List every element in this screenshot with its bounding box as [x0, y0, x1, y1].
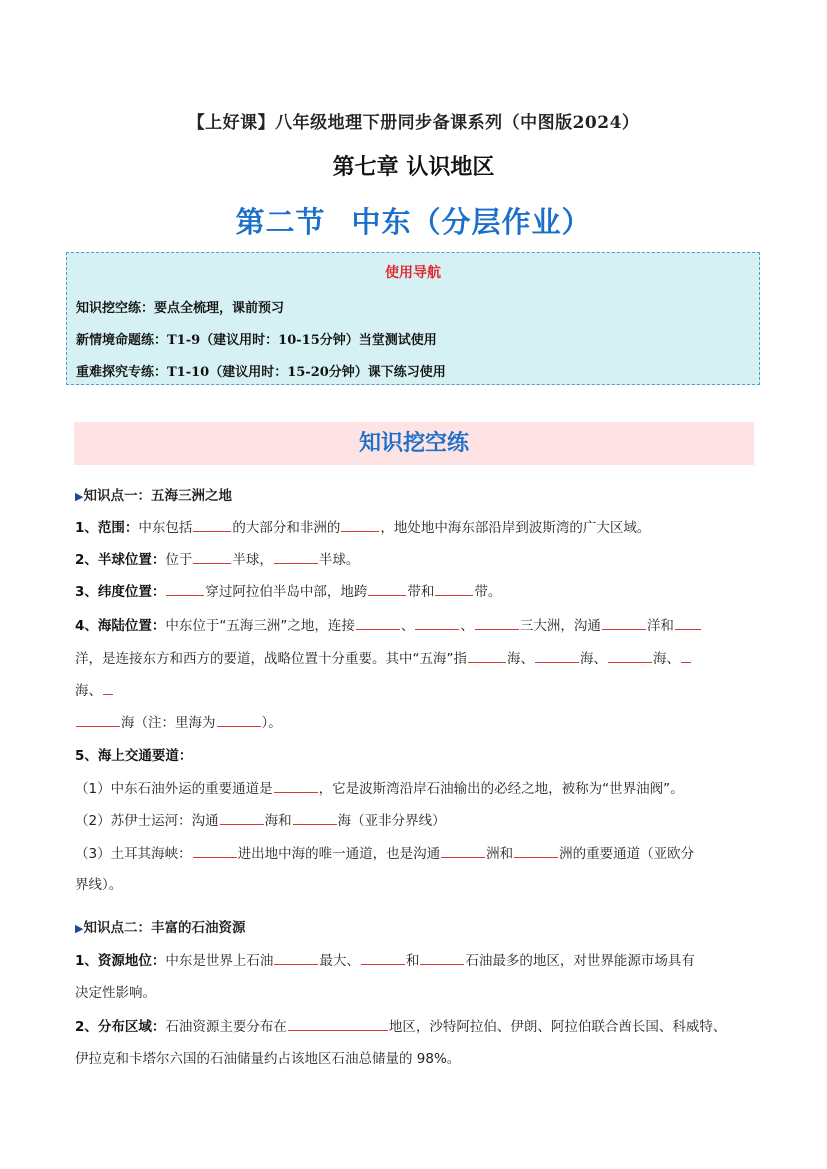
blank[interactable]: [341, 518, 379, 532]
kp1-item-3: 3、纬度位置： 穿过阿拉伯半岛中部，地跨 带和 带。: [75, 584, 502, 600]
blank[interactable]: [415, 616, 459, 630]
blank[interactable]: [103, 681, 113, 695]
blank[interactable]: [217, 713, 261, 727]
kp1-item-4-cont: 洋，是连接东方和西方的要道，战略位置十分重要。其中“五海”指 海、 海、 海、: [75, 647, 692, 667]
blank[interactable]: [288, 1017, 388, 1031]
kp2-item-1: 1、资源地位：中东是世界上石油 最大、 和 石油最多的地区，对世界能源市场具有: [75, 953, 695, 969]
blank[interactable]: [435, 582, 473, 596]
kp1-item-4: 4、海陆位置：中东位于“五海三洲”之地，连接 、 、 三大洲，沟通 洋和: [75, 614, 702, 634]
blank[interactable]: [441, 844, 485, 858]
kp1-item-5-1: （1）中东石油外运的重要通道是 ，它是波斯湾沿岸石油输出的必经之地，被称为“世界油阀”。: [75, 781, 684, 797]
blank[interactable]: [602, 616, 646, 630]
blank[interactable]: [193, 844, 237, 858]
kp1-item-5-3: （3）土耳其海峡： 进出地中海的唯一通道，也是沟通 洲和 洲的重要通道（亚欧分: [75, 846, 695, 862]
section-number: 第二节: [235, 205, 326, 239]
blank[interactable]: [681, 649, 691, 663]
blank[interactable]: [468, 649, 506, 663]
blank[interactable]: [535, 649, 579, 663]
blank[interactable]: [274, 779, 318, 793]
blank[interactable]: [193, 550, 231, 564]
kp2-item-2: 2、分布区域：石油资源主要分布在 地区，沙特阿拉伯、伊朗、阿拉伯联合酋长国、科威特、: [75, 1019, 727, 1035]
blank[interactable]: [675, 616, 701, 630]
guide-title: 使用导航: [385, 265, 441, 281]
blank[interactable]: [293, 811, 337, 825]
blank[interactable]: [514, 844, 558, 858]
section-name: 中东（分层作业）: [351, 205, 592, 239]
kp1-item-4-cont3: 海（注：里海为 ）。: [75, 711, 282, 731]
kp1-heading: ▶知识点一：五海三洲之地: [75, 488, 232, 504]
kp1-item-5-3-cont: 界线）。: [75, 877, 123, 893]
section-banner: 知识挖空练: [74, 422, 754, 465]
kp2-heading: ▶知识点二：丰富的石油资源: [75, 920, 246, 936]
kp1-item-5: 5、海上交通要道：: [75, 748, 193, 764]
guide-line: 新情境命题练：T1-9（建议用时：10-15分钟）当堂测试使用: [76, 333, 437, 348]
blank[interactable]: [220, 811, 264, 825]
blank[interactable]: [166, 582, 204, 596]
blank[interactable]: [274, 951, 318, 965]
blank[interactable]: [608, 649, 652, 663]
kp1-item-4-cont2: 海、: [75, 679, 114, 699]
chapter-title: 第七章 认识地区: [332, 155, 495, 180]
usage-guide-box: [66, 252, 760, 385]
blank[interactable]: [356, 616, 400, 630]
blank[interactable]: [193, 518, 231, 532]
blank[interactable]: [368, 582, 406, 596]
triangle-icon: ▶: [75, 490, 84, 503]
blank[interactable]: [475, 616, 519, 630]
kp2-item-2-cont: 伊拉克和卡塔尔六国的石油储量约占该地区石油总储量的 98%。: [75, 1051, 461, 1067]
triangle-icon: ▶: [75, 922, 84, 935]
blank[interactable]: [76, 713, 120, 727]
kp2-item-1-cont: 决定性影响。: [75, 985, 156, 1001]
blank[interactable]: [274, 550, 318, 564]
series-title: 【上好课】八年级地理下册同步备课系列（中图版2024）: [187, 113, 640, 133]
section-title: [0, 200, 827, 241]
blank[interactable]: [420, 951, 464, 965]
kp1-item-5-2: （2）苏伊士运河：沟通 海和 海（亚非分界线）: [75, 813, 446, 829]
blank[interactable]: [361, 951, 405, 965]
kp1-item-2: 2、半球位置：位于 半球， 半球。: [75, 552, 360, 568]
guide-line: 知识挖空练：要点全梳理，课前预习: [76, 301, 285, 316]
guide-line: 重难探究专练：T1-10（建议用时：15-20分钟）课下练习使用: [76, 365, 446, 380]
kp1-item-1: 1、范围：中东包括 的大部分和非洲的 ，地处地中海东部沿岸到波斯湾的广大区域。: [75, 520, 651, 536]
